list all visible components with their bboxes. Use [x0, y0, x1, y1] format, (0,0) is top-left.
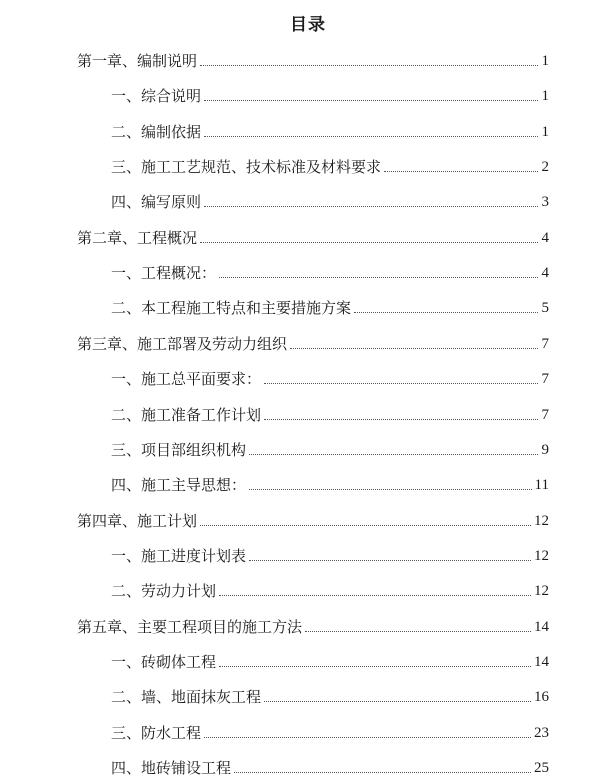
toc-dot-leader — [264, 418, 538, 420]
toc-dot-leader — [249, 488, 532, 490]
toc-section-row[interactable] — [0, 146, 616, 176]
toc-page-number: 2 — [541, 159, 549, 176]
toc-dot-leader — [249, 559, 531, 561]
toc-page-number: 12 — [534, 512, 549, 529]
toc-entry-label: 第一章、编制说明 — [77, 52, 198, 70]
toc-page-number: 16 — [534, 689, 549, 706]
toc-dot-leader — [204, 736, 531, 738]
toc-page-number: 1 — [541, 88, 549, 105]
toc-dot-leader — [204, 99, 538, 101]
toc-entry-label: 一、综合说明 — [111, 87, 202, 106]
toc-dot-leader — [264, 700, 531, 702]
toc-chapter-row[interactable] — [0, 323, 616, 353]
toc-dot-leader — [219, 276, 538, 278]
toc-dot-leader — [204, 135, 538, 137]
toc-page-number: 23 — [534, 724, 549, 741]
toc-section-row[interactable] — [0, 676, 616, 706]
toc-entry-label: 三、防水工程 — [111, 723, 202, 742]
toc-page-number: 7 — [541, 371, 549, 388]
toc-entry-label: 二、本工程施工特点和主要措施方案 — [111, 299, 352, 318]
toc-page-number: 4 — [541, 265, 549, 282]
toc-dot-leader — [200, 524, 531, 526]
toc-section-row[interactable] — [0, 75, 616, 105]
toc-section-row[interactable] — [0, 394, 616, 424]
toc-dot-leader — [234, 771, 531, 773]
toc-entry-label: 三、施工工艺规范、技术标准及材料要求 — [111, 158, 382, 177]
toc-entry-label: 一、施工进度计划表 — [111, 546, 247, 565]
toc-section-row[interactable] — [0, 287, 616, 317]
toc-entry-label: 第五章、主要工程项目的施工方法 — [77, 617, 303, 636]
toc-section-row[interactable] — [0, 181, 616, 211]
toc-section-row[interactable] — [0, 712, 616, 742]
toc-chapter-row[interactable] — [0, 500, 616, 530]
toc-entry-label: 四、编写原则 — [111, 193, 202, 212]
toc-entry-label: 一、工程概况： — [111, 264, 217, 283]
toc-dot-leader — [200, 241, 538, 243]
toc-section-row[interactable] — [0, 464, 616, 494]
toc-dot-leader — [305, 630, 531, 632]
toc-dot-leader — [219, 665, 531, 667]
toc-dot-leader — [384, 170, 538, 172]
toc-page-number: 12 — [534, 547, 549, 564]
toc-page-number: 3 — [541, 194, 549, 211]
toc-entry-label: 二、施工准备工作计划 — [111, 405, 262, 424]
toc-section-row[interactable] — [0, 252, 616, 282]
toc-dot-leader — [200, 64, 538, 66]
toc-section-row[interactable] — [0, 641, 616, 671]
toc-page-number: 11 — [534, 477, 549, 494]
toc-page-number: 9 — [541, 441, 549, 458]
toc-page-number: 7 — [541, 406, 549, 423]
toc-entry-label: 二、劳动力计划 — [111, 582, 217, 601]
toc-entry-label: 一、施工总平面要求： — [111, 370, 262, 389]
toc-page-number: 14 — [534, 653, 549, 670]
toc-dot-leader — [354, 311, 538, 313]
toc-entry-label: 第二章、工程概况 — [77, 228, 198, 247]
toc-section-row[interactable] — [0, 358, 616, 388]
toc-entry-label: 一、砖砌体工程 — [111, 652, 217, 671]
toc-page-number: 1 — [541, 53, 549, 69]
toc-page-number: 4 — [541, 229, 549, 246]
toc-entry-label: 二、墙、地面抹灰工程 — [111, 688, 262, 707]
toc-page-number: 1 — [541, 123, 549, 140]
toc-entry-label: 四、施工主导思想： — [111, 476, 247, 495]
toc-section-row[interactable] — [0, 429, 616, 459]
toc-dot-leader — [219, 594, 531, 596]
toc-dot-leader — [290, 347, 538, 349]
toc-chapter-row[interactable] — [0, 40, 616, 70]
toc-page-number: 12 — [534, 583, 549, 600]
toc-dot-leader — [249, 453, 538, 455]
toc-dot-leader — [204, 205, 538, 207]
toc-chapter-row[interactable] — [0, 606, 616, 636]
toc-entry-label: 三、项目部组织机构 — [111, 440, 247, 459]
toc-page-number: 5 — [541, 300, 549, 317]
toc-entry-label: 二、编制依据 — [111, 122, 202, 141]
toc-dot-leader — [264, 382, 538, 384]
toc-section-row[interactable] — [0, 747, 616, 777]
toc-section-row[interactable] — [0, 570, 616, 600]
toc-page-number: 25 — [534, 760, 549, 776]
toc-entry-label: 四、地砖铺设工程 — [111, 759, 232, 777]
toc-entry-label: 第三章、施工部署及劳动力组织 — [77, 334, 288, 353]
toc-chapter-row[interactable] — [0, 217, 616, 247]
toc-section-row[interactable] — [0, 535, 616, 565]
toc-section-row[interactable] — [0, 111, 616, 141]
page-title: 目录 — [290, 15, 326, 35]
toc-page-number: 7 — [541, 335, 549, 352]
toc-page-number: 14 — [534, 618, 549, 635]
toc-entry-label: 第四章、施工计划 — [77, 511, 198, 530]
